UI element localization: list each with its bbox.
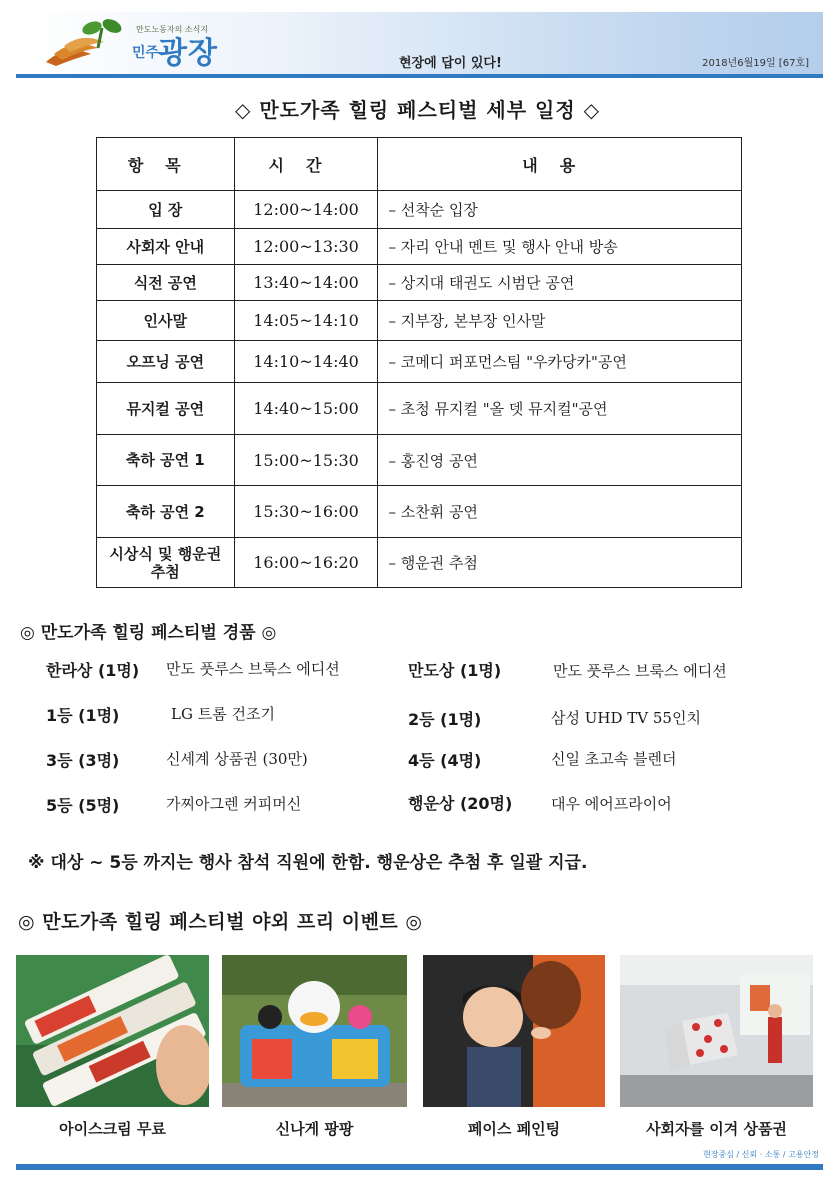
newsletter-logo — [36, 14, 226, 72]
row-item: 축하 공연 2 — [97, 486, 235, 538]
table-row — [97, 265, 742, 301]
table-row — [97, 191, 742, 229]
header-slogan: 현장에 답이 있다! — [399, 56, 502, 71]
prize-rank: 행운상 (20명) — [408, 794, 513, 813]
dice-game-photo — [620, 955, 813, 1107]
prize-entry — [46, 793, 406, 815]
row-desc: – 소찬휘 공연 — [378, 486, 742, 538]
logo-main-text: 광장 — [158, 36, 218, 71]
table-row — [97, 229, 742, 265]
header-divider — [16, 74, 823, 78]
row-desc: – 홍진영 공연 — [378, 435, 742, 486]
prize-rank: 2등 (1명) — [408, 710, 482, 729]
prize-gift: 신세계 상품권 (30만) — [166, 750, 308, 768]
prize-entry — [408, 707, 808, 729]
logo-subtitle: 만도노동자의 소식지 — [136, 25, 209, 34]
bouncy-castle-photo — [222, 955, 407, 1107]
prize-gift: 대우 에어프라이어 — [551, 795, 672, 813]
prize-note: ※ 대상 ~ 5등 까지는 행사 참석 직원에 한함. 행운상은 추첨 후 일괄 지급. — [28, 853, 588, 873]
prize-rank: 4등 (4명) — [408, 751, 482, 770]
row-item: 축하 공연 1 — [97, 435, 235, 486]
event-caption: 신나게 팡팡 — [275, 1120, 354, 1138]
prize-entry — [46, 748, 406, 770]
row-item: 사회자 안내 — [97, 229, 235, 265]
row-time: 15:00~15:30 — [234, 435, 378, 486]
table-row — [97, 341, 742, 383]
row-time: 16:00~16:20 — [234, 538, 378, 588]
prize-rank: 1등 (1명) — [46, 706, 120, 725]
events-title: ◎ 만도가족 힐링 페스티벌 야외 프리 이벤트 ◎ — [18, 911, 423, 933]
row-desc: – 코메디 퍼포먼스팀 "우카당카"공연 — [378, 341, 742, 383]
table-row — [97, 435, 742, 486]
prize-entry — [408, 658, 808, 680]
row-item: 입 장 — [97, 191, 235, 229]
footer-divider — [16, 1164, 823, 1170]
row-desc: – 선착순 입장 — [378, 191, 742, 229]
prizes-title: ◎ 만도가족 힐링 페스티벌 경품 ◎ — [20, 623, 277, 643]
sprout-logo-icon — [36, 14, 136, 72]
prize-gift: 가찌아그렌 커피머신 — [166, 795, 302, 813]
schedule-header-row — [97, 138, 742, 191]
row-time: 15:30~16:00 — [234, 486, 378, 538]
row-time: 13:40~14:00 — [234, 265, 378, 301]
newsletter-header — [16, 12, 823, 74]
event-caption: 페이스 페인팅 — [467, 1120, 561, 1138]
row-item: 뮤지컬 공연 — [97, 383, 235, 435]
column-header-item: 항목 — [97, 138, 235, 191]
event-caption: 아이스크림 무료 — [59, 1120, 166, 1138]
table-row — [97, 486, 742, 538]
row-time: 12:00~13:30 — [234, 229, 378, 265]
row-item: 시상식 및 행운권 추첨 — [97, 538, 235, 588]
row-desc: – 자리 안내 멘트 및 행사 안내 방송 — [378, 229, 742, 265]
table-row — [97, 301, 742, 341]
schedule-table — [96, 137, 742, 588]
prize-entry — [46, 658, 406, 680]
face-painting-photo — [423, 955, 605, 1107]
issue-date: 2018년6월19일 [67호] — [702, 58, 809, 69]
prize-entry — [46, 703, 406, 725]
footer-motto: 현장중심 / 신뢰 · 소통 / 고용안정 — [703, 1150, 819, 1159]
row-time: 12:00~14:00 — [234, 191, 378, 229]
column-header-time: 시간 — [234, 138, 378, 191]
row-time: 14:10~14:40 — [234, 341, 378, 383]
prize-rank: 만도상 (1명) — [408, 661, 502, 680]
schedule-title: ◇ 만도가족 힐링 페스티벌 세부 일정 ◇ — [234, 98, 601, 122]
prize-gift: LG 트롬 건조기 — [171, 705, 275, 723]
prize-rank: 한라상 (1명) — [46, 661, 140, 680]
prize-gift: 삼성 UHD TV 55인치 — [551, 709, 701, 727]
row-item: 인사말 — [97, 301, 235, 341]
row-item: 오프닝 공연 — [97, 341, 235, 383]
prize-entry — [408, 791, 808, 813]
prize-rank: 3등 (3명) — [46, 751, 120, 770]
table-row — [97, 383, 742, 435]
row-desc: – 초청 뮤지컬 "올 뎃 뮤지컬"공연 — [378, 383, 742, 435]
ice-cream-photo — [16, 955, 209, 1107]
row-desc: – 상지대 태권도 시범단 공연 — [378, 265, 742, 301]
prize-gift: 만도 풋루스 브룩스 에디션 — [553, 662, 727, 680]
prize-gift: 만도 풋루스 브룩스 에디션 — [166, 660, 340, 678]
column-header-content: 내용 — [378, 138, 742, 191]
row-desc: – 지부장, 본부장 인사말 — [378, 301, 742, 341]
event-caption: 사회자를 이겨 상품권 — [646, 1120, 787, 1138]
row-item: 식전 공연 — [97, 265, 235, 301]
prize-gift: 신일 초고속 블렌더 — [551, 750, 677, 768]
logo-minju-text: 민주 — [132, 45, 160, 61]
table-row — [97, 538, 742, 588]
row-time: 14:40~15:00 — [234, 383, 378, 435]
row-time: 14:05~14:10 — [234, 301, 378, 341]
prize-entry — [408, 748, 808, 770]
prize-rank: 5등 (5명) — [46, 796, 120, 815]
row-desc: – 행운권 추첨 — [378, 538, 742, 588]
